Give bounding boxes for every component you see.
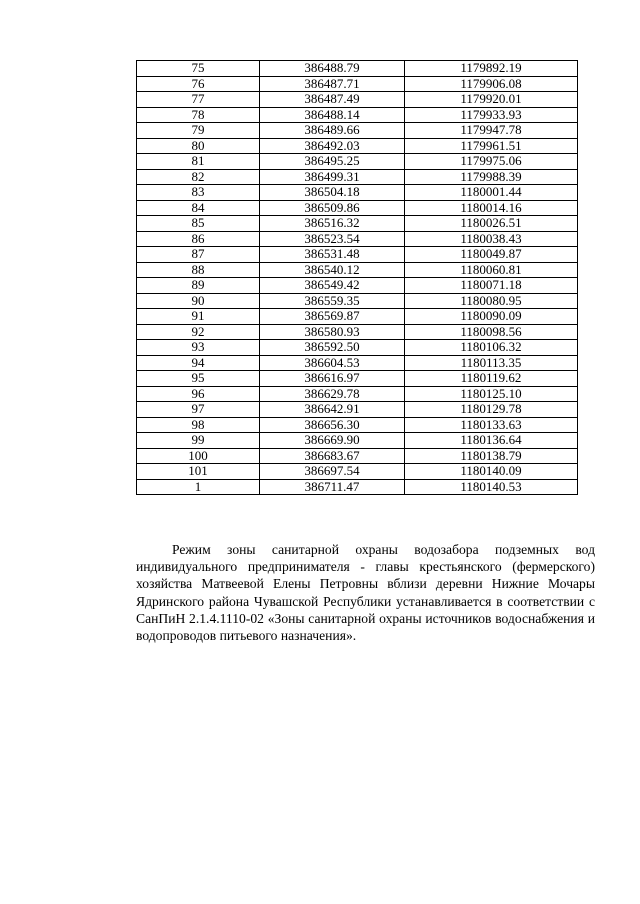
table-row	[137, 185, 578, 201]
x-coordinate-cell: 386499.31	[260, 169, 405, 185]
point-number-cell: 101	[137, 464, 260, 480]
table-row	[137, 92, 578, 108]
y-coordinate-cell: 1180129.78	[405, 402, 578, 418]
table-row	[137, 448, 578, 464]
y-coordinate-cell: 1180106.32	[405, 340, 578, 356]
y-coordinate-cell: 1179892.19	[405, 61, 578, 77]
y-coordinate-cell: 1179961.51	[405, 138, 578, 154]
table-row	[137, 278, 578, 294]
x-coordinate-cell: 386592.50	[260, 340, 405, 356]
point-number-cell: 81	[137, 154, 260, 170]
x-coordinate-cell: 386523.54	[260, 231, 405, 247]
coordinates-table	[136, 60, 578, 495]
point-number-cell: 96	[137, 386, 260, 402]
table-row	[137, 293, 578, 309]
table-row	[137, 107, 578, 123]
body-paragraph: Режим зоны санитарной охраны водозабора подземных вод индивидуального предпринимателя - главы крестьянского (фермерского) хозяйства Матвеевой Елены Петровны вблизи деревни Нижние Мочары Ядринского района Чувашской Республики устанавливается в соответствии с СанПиН 2.1.4.1110-02 «Зоны санитарной охраны источников водоснабжения и водопроводов питьевого назначения».	[136, 542, 595, 644]
table-row	[137, 355, 578, 371]
x-coordinate-cell: 386495.25	[260, 154, 405, 170]
table-row	[137, 417, 578, 433]
point-number-cell: 94	[137, 355, 260, 371]
table-row	[137, 479, 578, 495]
point-number-cell: 88	[137, 262, 260, 278]
x-coordinate-cell: 386549.42	[260, 278, 405, 294]
table-row	[137, 61, 578, 77]
point-number-cell: 76	[137, 76, 260, 92]
y-coordinate-cell: 1180071.18	[405, 278, 578, 294]
y-coordinate-cell: 1180140.09	[405, 464, 578, 480]
x-coordinate-cell: 386489.66	[260, 123, 405, 139]
table-row	[137, 216, 578, 232]
table-row	[137, 309, 578, 325]
x-coordinate-cell: 386656.30	[260, 417, 405, 433]
x-coordinate-cell: 386487.71	[260, 76, 405, 92]
x-coordinate-cell: 386697.54	[260, 464, 405, 480]
y-coordinate-cell: 1180038.43	[405, 231, 578, 247]
table-row	[137, 200, 578, 216]
point-number-cell: 91	[137, 309, 260, 325]
y-coordinate-cell: 1179947.78	[405, 123, 578, 139]
point-number-cell: 90	[137, 293, 260, 309]
point-number-cell: 78	[137, 107, 260, 123]
table-row	[137, 371, 578, 387]
table-row	[137, 340, 578, 356]
x-coordinate-cell: 386616.97	[260, 371, 405, 387]
point-number-cell: 82	[137, 169, 260, 185]
table-row	[137, 138, 578, 154]
coordinates-table-body	[137, 61, 578, 495]
y-coordinate-cell: 1180060.81	[405, 262, 578, 278]
point-number-cell: 97	[137, 402, 260, 418]
table-row	[137, 262, 578, 278]
y-coordinate-cell: 1180090.09	[405, 309, 578, 325]
point-number-cell: 83	[137, 185, 260, 201]
y-coordinate-cell: 1180138.79	[405, 448, 578, 464]
y-coordinate-cell: 1179933.93	[405, 107, 578, 123]
y-coordinate-cell: 1180098.56	[405, 324, 578, 340]
y-coordinate-cell: 1180119.62	[405, 371, 578, 387]
table-row	[137, 386, 578, 402]
y-coordinate-cell: 1180133.63	[405, 417, 578, 433]
y-coordinate-cell: 1180014.16	[405, 200, 578, 216]
x-coordinate-cell: 386683.67	[260, 448, 405, 464]
point-number-cell: 80	[137, 138, 260, 154]
y-coordinate-cell: 1180049.87	[405, 247, 578, 263]
x-coordinate-cell: 386604.53	[260, 355, 405, 371]
y-coordinate-cell: 1179988.39	[405, 169, 578, 185]
x-coordinate-cell: 386488.14	[260, 107, 405, 123]
x-coordinate-cell: 386492.03	[260, 138, 405, 154]
y-coordinate-cell: 1180001.44	[405, 185, 578, 201]
y-coordinate-cell: 1180080.95	[405, 293, 578, 309]
table-row	[137, 402, 578, 418]
table-row	[137, 154, 578, 170]
point-number-cell: 79	[137, 123, 260, 139]
x-coordinate-cell: 386509.86	[260, 200, 405, 216]
point-number-cell: 87	[137, 247, 260, 263]
x-coordinate-cell: 386569.87	[260, 309, 405, 325]
point-number-cell: 93	[137, 340, 260, 356]
y-coordinate-cell: 1179975.06	[405, 154, 578, 170]
x-coordinate-cell: 386711.47	[260, 479, 405, 495]
x-coordinate-cell: 386488.79	[260, 61, 405, 77]
y-coordinate-cell: 1179920.01	[405, 92, 578, 108]
y-coordinate-cell: 1180136.64	[405, 433, 578, 449]
table-row	[137, 76, 578, 92]
y-coordinate-cell: 1180026.51	[405, 216, 578, 232]
x-coordinate-cell: 386580.93	[260, 324, 405, 340]
point-number-cell: 100	[137, 448, 260, 464]
x-coordinate-cell: 386531.48	[260, 247, 405, 263]
x-coordinate-cell: 386642.91	[260, 402, 405, 418]
x-coordinate-cell: 386629.78	[260, 386, 405, 402]
point-number-cell: 92	[137, 324, 260, 340]
point-number-cell: 98	[137, 417, 260, 433]
table-row	[137, 247, 578, 263]
point-number-cell: 89	[137, 278, 260, 294]
x-coordinate-cell: 386559.35	[260, 293, 405, 309]
x-coordinate-cell: 386516.32	[260, 216, 405, 232]
point-number-cell: 85	[137, 216, 260, 232]
x-coordinate-cell: 386669.90	[260, 433, 405, 449]
x-coordinate-cell: 386540.12	[260, 262, 405, 278]
point-number-cell: 77	[137, 92, 260, 108]
point-number-cell: 84	[137, 200, 260, 216]
x-coordinate-cell: 386487.49	[260, 92, 405, 108]
table-row	[137, 123, 578, 139]
table-row	[137, 324, 578, 340]
y-coordinate-cell: 1180140.53	[405, 479, 578, 495]
x-coordinate-cell: 386504.18	[260, 185, 405, 201]
point-number-cell: 75	[137, 61, 260, 77]
table-row	[137, 231, 578, 247]
y-coordinate-cell: 1179906.08	[405, 76, 578, 92]
y-coordinate-cell: 1180125.10	[405, 386, 578, 402]
point-number-cell: 1	[137, 479, 260, 495]
table-row	[137, 433, 578, 449]
y-coordinate-cell: 1180113.35	[405, 355, 578, 371]
point-number-cell: 95	[137, 371, 260, 387]
point-number-cell: 99	[137, 433, 260, 449]
table-row	[137, 169, 578, 185]
point-number-cell: 86	[137, 231, 260, 247]
table-row	[137, 464, 578, 480]
